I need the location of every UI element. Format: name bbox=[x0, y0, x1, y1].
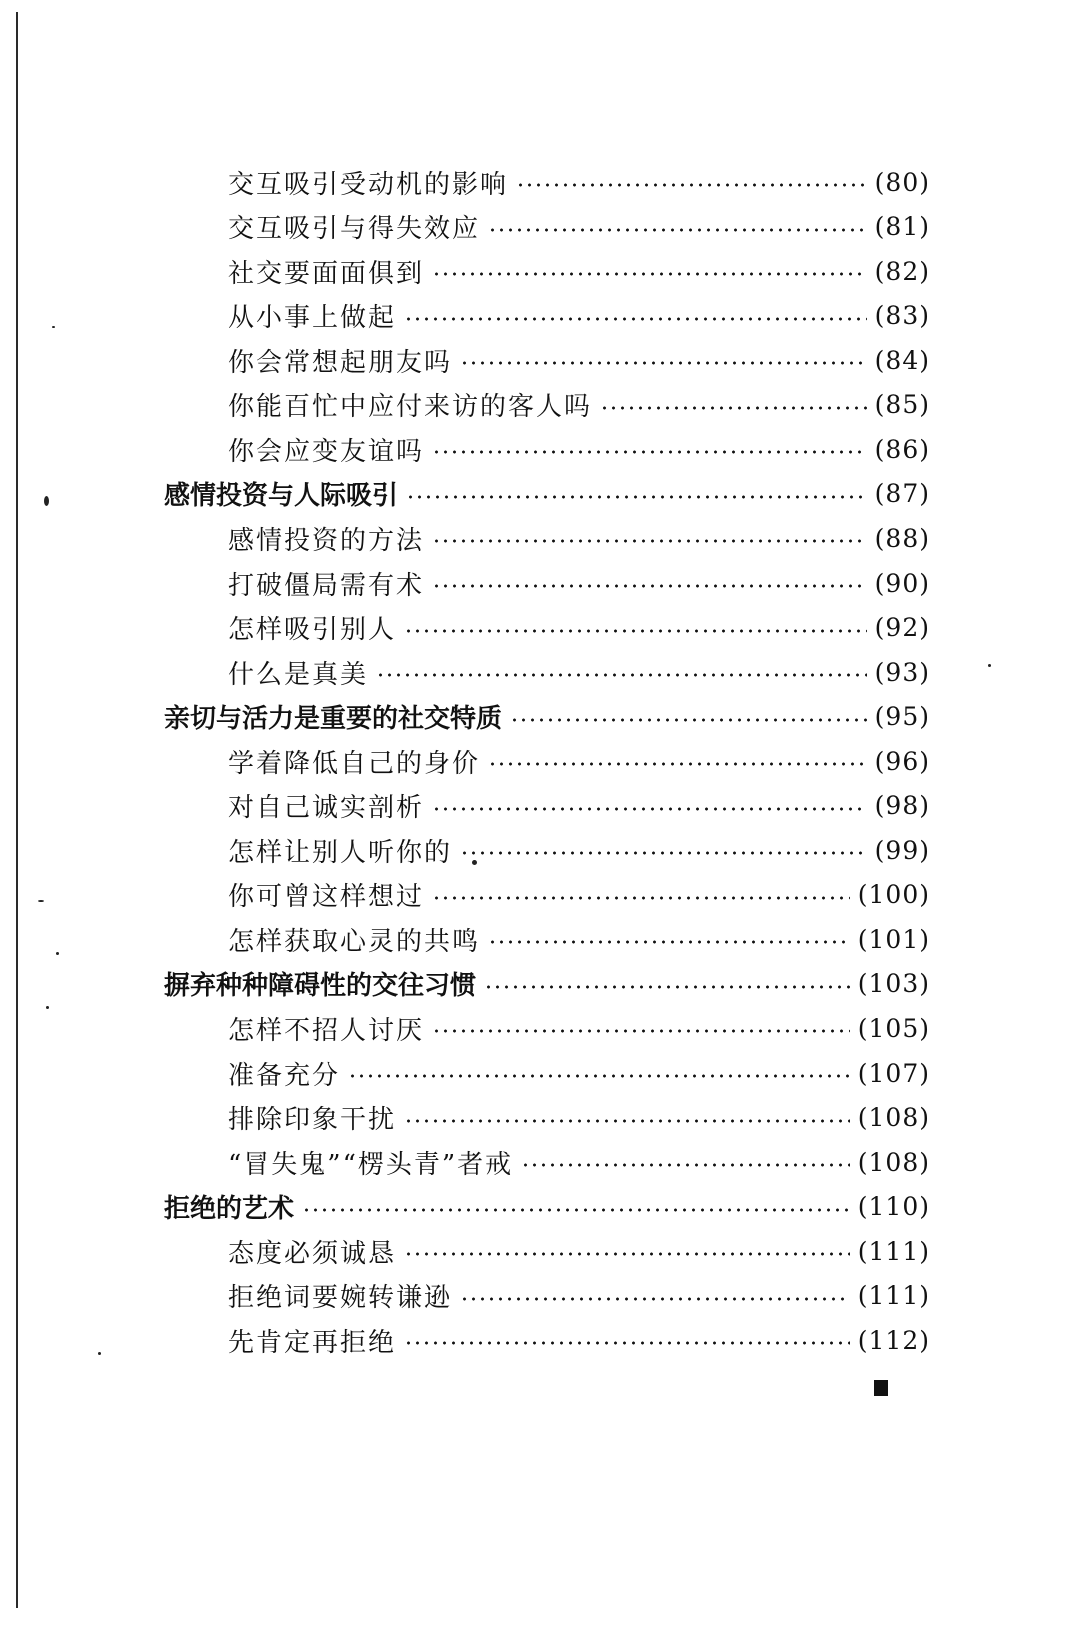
toc-entry-page-number: (103) bbox=[857, 969, 930, 999]
toc-entry-title: 感情投资的方法 bbox=[228, 525, 425, 556]
dot-leader bbox=[432, 272, 867, 276]
toc-entry-page-number: (85) bbox=[874, 390, 930, 420]
dot-leader bbox=[516, 183, 867, 187]
toc-entry-title: 打破僵局需有术 bbox=[228, 570, 425, 601]
dot-leader bbox=[488, 762, 867, 766]
dot-leader bbox=[404, 317, 867, 321]
dot-leader bbox=[432, 584, 867, 588]
dot-leader bbox=[488, 940, 850, 944]
toc-subsection-entry bbox=[228, 162, 930, 202]
toc-subsection-entry bbox=[228, 207, 930, 247]
toc-entry-title: 交互吸引与得失效应 bbox=[228, 214, 481, 245]
toc-entry-page-number: (92) bbox=[874, 613, 930, 642]
dot-leader bbox=[404, 1119, 850, 1123]
toc-subsection-entry bbox=[228, 251, 930, 291]
toc-entry-title: 怎样获取心灵的共鸣 bbox=[228, 926, 481, 957]
dot-leader bbox=[376, 673, 867, 677]
toc-entry-title: 先肯定再拒绝 bbox=[228, 1327, 397, 1358]
dot-leader bbox=[432, 450, 867, 454]
toc-entry-page-number: (101) bbox=[857, 924, 930, 954]
toc-entry-page-number: (112) bbox=[857, 1325, 930, 1355]
toc-entry-page-number: (108) bbox=[857, 1147, 930, 1177]
dot-leader bbox=[404, 1252, 850, 1256]
toc-entry-page-number: (111) bbox=[857, 1236, 930, 1266]
dot-leader bbox=[404, 1341, 850, 1345]
toc-entry-title: 态度必须诚恳 bbox=[228, 1238, 397, 1269]
toc-entry-title: 你会应变友谊吗 bbox=[228, 436, 425, 467]
toc-subsection-entry bbox=[228, 786, 930, 826]
toc-entry-page-number: (100) bbox=[857, 880, 930, 910]
toc-subsection-entry bbox=[228, 340, 930, 380]
toc-subsection-entry bbox=[228, 518, 930, 558]
toc-entry-page-number: (105) bbox=[857, 1013, 930, 1043]
toc-entry-page-number: (83) bbox=[874, 301, 930, 331]
toc-section-entry bbox=[164, 964, 930, 1004]
toc-entry-page-number: (81) bbox=[874, 212, 930, 242]
dot-leader bbox=[510, 718, 867, 722]
toc-entry-title: 交互吸引受动机的影响 bbox=[228, 169, 509, 200]
toc-entry-page-number: (84) bbox=[874, 345, 930, 375]
toc-entry-title: 你会常想起朋友吗 bbox=[228, 347, 453, 378]
toc-entry-title: 拒绝的艺术 bbox=[164, 1194, 295, 1225]
toc-subsection-entry bbox=[228, 429, 930, 469]
toc-subsection-entry bbox=[228, 652, 930, 692]
toc-entry-page-number: (111) bbox=[857, 1281, 930, 1311]
dot-leader bbox=[404, 629, 867, 633]
toc-entry-title: 从小事上做起 bbox=[228, 303, 397, 334]
dot-leader bbox=[488, 228, 867, 232]
dot-leader bbox=[600, 406, 867, 410]
toc-entry-page-number: (99) bbox=[874, 835, 930, 865]
dot-leader bbox=[460, 1297, 850, 1301]
toc-entry-title: 感情投资与人际吸引 bbox=[164, 481, 399, 512]
toc-subsection-entry bbox=[228, 296, 930, 336]
toc-entry-title: 怎样吸引别人 bbox=[228, 615, 397, 645]
dot-leader bbox=[460, 851, 867, 855]
toc-entry-page-number: (107) bbox=[857, 1058, 930, 1088]
toc-subsection-entry bbox=[228, 919, 930, 959]
toc-entry-title: 怎样不招人讨厌 bbox=[228, 1015, 425, 1046]
toc-entry-page-number: (110) bbox=[857, 1192, 930, 1222]
toc-subsection-entry bbox=[228, 1053, 930, 1093]
toc-entry-title: 摒弃种种障碍性的交往习惯 bbox=[164, 971, 477, 1002]
dot-leader bbox=[521, 1163, 850, 1167]
toc-entry-title: 你可曾这样想过 bbox=[228, 882, 425, 913]
toc-subsection-entry bbox=[228, 875, 930, 915]
toc-subsection-entry bbox=[228, 830, 930, 870]
toc-section-entry bbox=[164, 697, 930, 737]
dot-leader bbox=[484, 985, 850, 989]
toc-entry-title: 怎样让别人听你的 bbox=[228, 837, 453, 868]
toc-entry-title: 排除印象干扰 bbox=[228, 1105, 397, 1135]
toc-section-entry bbox=[164, 474, 930, 514]
toc-entry-title: 拒绝词要婉转谦逊 bbox=[228, 1283, 453, 1314]
toc-entry-title: 对自己诚实剖析 bbox=[228, 793, 425, 824]
toc-section-entry bbox=[164, 1187, 930, 1227]
toc-entry-page-number: (87) bbox=[874, 479, 930, 509]
dot-leader bbox=[460, 361, 867, 365]
toc-entry-title: 社交要面面俱到 bbox=[228, 258, 425, 289]
toc-entry-title: “冒失鬼”“楞头青”者戒 bbox=[228, 1149, 514, 1180]
toc-subsection-entry bbox=[228, 1098, 930, 1138]
toc-subsection-entry bbox=[228, 1142, 930, 1182]
page-folio-mark bbox=[874, 1380, 888, 1396]
toc-subsection-entry bbox=[228, 563, 930, 603]
toc-entry-page-number: (90) bbox=[874, 568, 930, 598]
toc-entry-page-number: (88) bbox=[874, 523, 930, 553]
toc-entry-page-number: (80) bbox=[874, 167, 930, 197]
toc-entry-page-number: (108) bbox=[857, 1103, 930, 1132]
toc-subsection-entry bbox=[228, 741, 930, 781]
dot-leader bbox=[432, 1029, 850, 1033]
toc-entry-title: 你能百忙中应付来访的客人吗 bbox=[228, 392, 593, 423]
toc-entry-title: 什么是真美 bbox=[228, 659, 369, 690]
toc-subsection-entry bbox=[228, 1231, 930, 1271]
dot-leader bbox=[348, 1074, 850, 1078]
dot-leader bbox=[302, 1208, 850, 1212]
toc-subsection-entry bbox=[228, 608, 930, 648]
dot-leader bbox=[406, 495, 867, 499]
toc-subsection-entry bbox=[228, 1320, 930, 1360]
toc-subsection-entry bbox=[228, 1276, 930, 1316]
toc-entry-page-number: (98) bbox=[874, 791, 930, 821]
toc-entry-page-number: (86) bbox=[874, 434, 930, 464]
toc-entry-page-number: (96) bbox=[874, 746, 930, 776]
toc-entry-title: 亲切与活力是重要的社交特质 bbox=[164, 704, 503, 735]
toc-entry-page-number: (82) bbox=[874, 256, 930, 286]
toc-entry-title: 准备充分 bbox=[228, 1060, 341, 1091]
toc-subsection-entry bbox=[228, 385, 930, 425]
toc-entry-title: 学着降低自己的身价 bbox=[228, 748, 481, 779]
dot-leader bbox=[432, 896, 850, 900]
dot-leader bbox=[432, 807, 867, 811]
toc-entry-page-number: (93) bbox=[874, 657, 930, 687]
dot-leader bbox=[432, 539, 867, 543]
toc-subsection-entry bbox=[228, 1008, 930, 1048]
toc-entry-page-number: (95) bbox=[874, 702, 930, 732]
